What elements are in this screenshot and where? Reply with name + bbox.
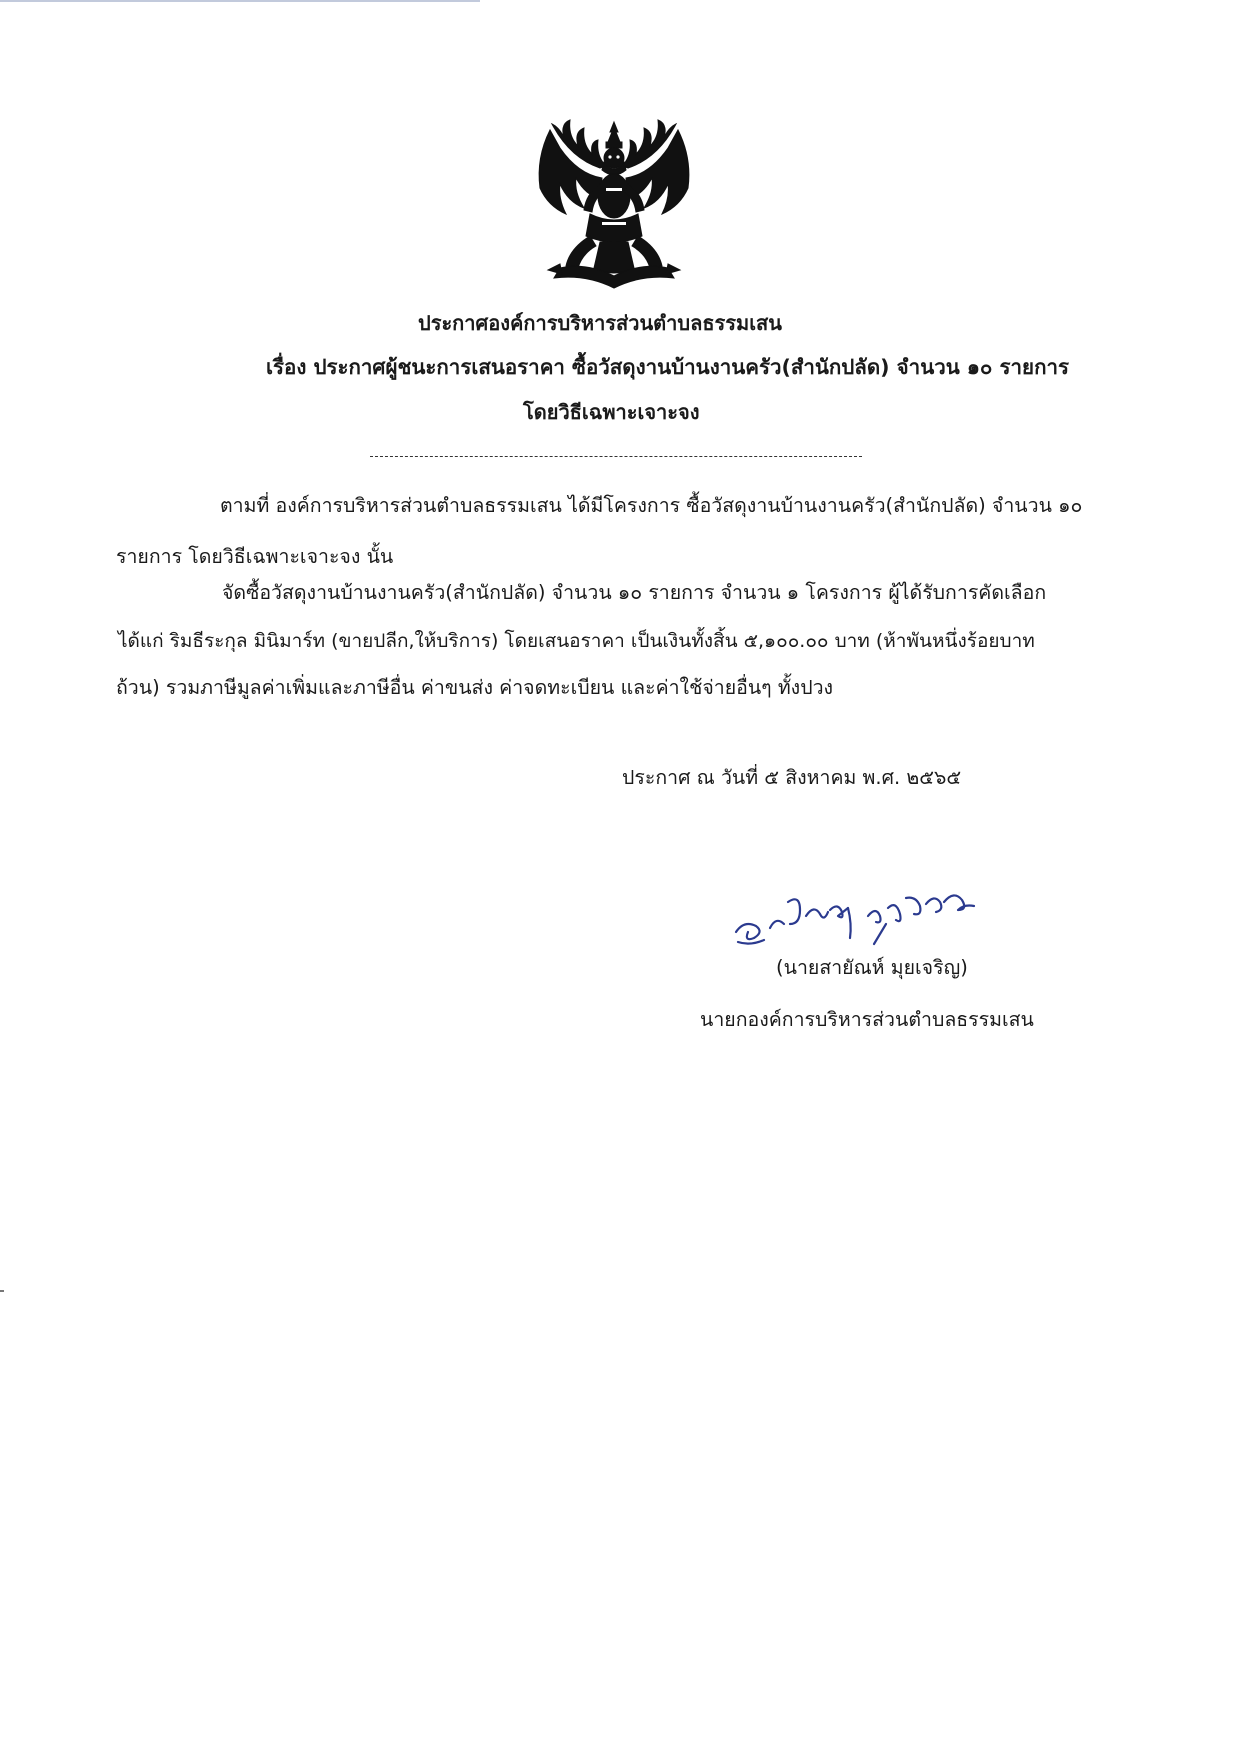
paragraph-1-line-2: รายการ โดยวิธีเฉพาะเจาะจง นั้น <box>116 545 394 568</box>
signatory-position: นายกองค์การบริหารส่วนตำบลธรรมเสน <box>700 1008 1034 1031</box>
handwritten-signature <box>730 880 984 950</box>
scan-artifact-line <box>0 0 480 2</box>
paragraph-2-line-2: ได้แก่ ริมธีระกุล มินิมาร์ท (ขายปลีก,ให้บริการ) โดยเสนอราคา เป็นเงินทั้งสิ้น ๕,๑๐๐.๐๐ บาท (ห้าพันหนึ่งร้อยบาท <box>118 630 1035 652</box>
title-divider <box>370 456 862 457</box>
paragraph-2-line-3: ถ้วน) รวมภาษีมูลค่าเพิ่มและภาษีอื่น ค่าขนส่ง ค่าจดทะเบียน และค่าใช้จ่ายอื่นๆ ทั้งปวง <box>116 676 834 699</box>
announcement-title: ประกาศองค์การบริหารส่วนตำบลธรรมเสน <box>418 311 782 335</box>
announcement-date: ประกาศ ณ วันที่ ๕ สิงหาคม พ.ศ. ๒๕๖๕ <box>622 766 962 789</box>
garuda-emblem-icon <box>530 118 698 290</box>
announcement-method: โดยวิธีเฉพาะเจาะจง <box>523 400 700 424</box>
paragraph-1-line-1: ตามที่ องค์การบริหารส่วนตำบลธรรมเสน ได้มีโครงการ ซื้อวัสดุงานบ้านงานครัว(สำนักปลัด) จำนวน ๑๐ <box>220 494 1083 517</box>
paragraph-2-line-1: จัดซื้อวัสดุงานบ้านงานครัว(สำนักปลัด) จำนวน ๑๐ รายการ จำนวน ๑ โครงการ ผู้ได้รับการคัดเลือก <box>222 581 1047 604</box>
signatory-name: (นายสายัณห์ มุยเจริญ) <box>776 956 968 979</box>
announcement-subject: เรื่อง ประกาศผู้ชนะการเสนอราคา ซื้อวัสดุงานบ้านงานครัว(สำนักปลัด) จำนวน ๑๐ รายการ <box>266 355 1070 379</box>
scan-artifact-mark <box>0 1290 4 1292</box>
